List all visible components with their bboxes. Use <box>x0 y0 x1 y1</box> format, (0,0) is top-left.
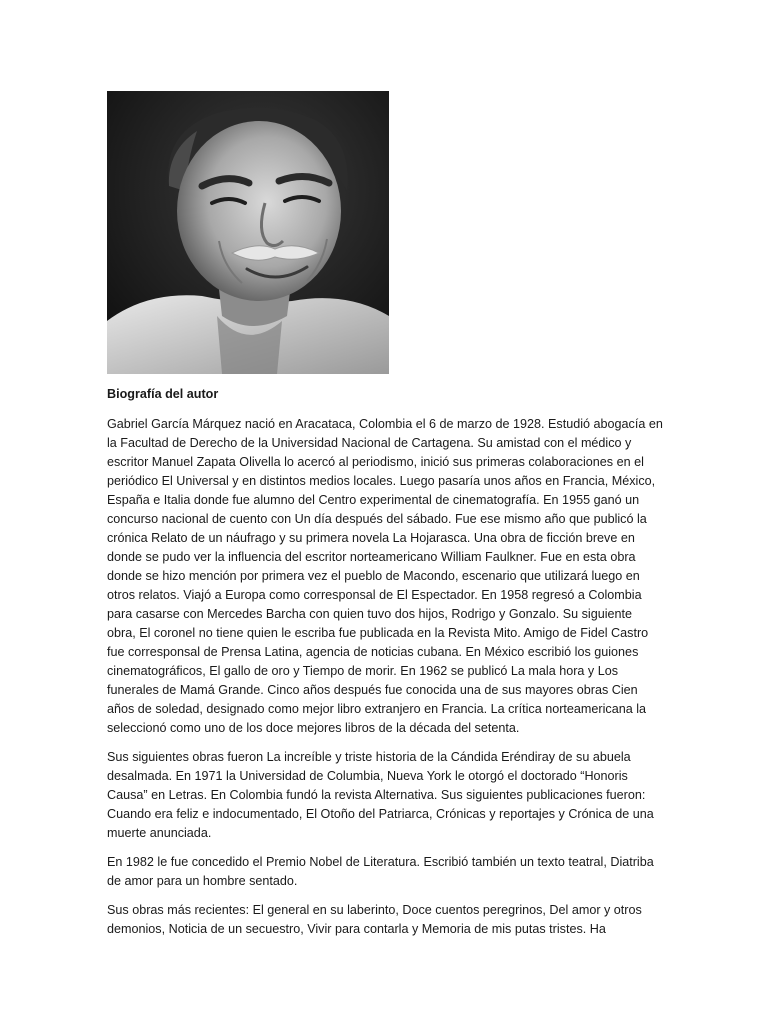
biography-paragraph-4: Sus obras más recientes: El general en su laberinto, Doce cuentos peregrinos, Del amor y otros demonios, Noticia de un secuestro, Vivir para contarla y Memoria de mis putas tristes. Ha <box>107 903 642 936</box>
biography-paragraph-2: Sus siguientes obras fueron La increíble y triste historia de la Cándida Eréndiray de su abuela desalmada. En 1971 la Universidad de Columbia, Nueva York le otorgó el doctorado “Honoris Causa” en Letras. En Colombia fundó la revista Alternativa. Sus siguientes publicaciones fueron: Cuando era feliz e indocumentado, El Otoño del Patriarca, Crónicas y reportajes y Crónica de una muerte anunciada. <box>107 750 654 840</box>
author-portrait-photo <box>107 91 389 374</box>
biography-text <box>107 385 663 949</box>
section-heading: Biografía del autor <box>107 387 219 401</box>
biography-paragraph-1: Gabriel García Márquez nació en Aracataca, Colombia el 6 de marzo de 1928. Estudió abogacía en la Facultad de Derecho de la Universidad Nacional de Cartagena. Su amistad con el médico y escritor Manuel Zapata Olivella lo acercó al periodismo, inició sus primeras colaboraciones en el periódico El Universal y en distintos medios locales. Luego pasaría unos años en Francia, México, España e Italia donde fue alumno del Centro experimental de cinematografía. En 1955 ganó un concurso nacional de cuento con Un día después del sábado. Fue ese mismo año que publicó la crónica Relato de un náufrago y su primera novela La Hojarasca. Una obra de ficción breve en donde se pudo ver la influencia del escritor norteamericano William Faulkner. Fue en esta obra donde se hizo mención por primera vez el pueblo de Macondo, escenario que utilizará luego en otros relatos. Viajó a Europa como corresponsal de El Espectador. En 1958 regresó a Colombia para casarse con Mercedes Barcha con quien tuvo dos hijos, Rodrigo y Gonzalo. Su siguiente obra, El coronel no tiene quien le escriba fue publicada en la Revista Mito. Amigo de Fidel Castro fue corresponsal de Prensa Latina, agencia de noticias cubana. En México escribió los guiones cinematográficos, El gallo de oro y Tiempo de morir. En 1962 se publicó La mala hora y Los funerales de Mamá Grande. Cinco años después fue conocida una de sus mayores obras Cien años de soledad, designado como mejor libro extranjero en Francia. La crítica norteamericana la seleccionó como uno de los doce mejores libros de la década del setenta. <box>107 417 663 735</box>
biography-paragraph-3: En 1982 le fue concedido el Premio Nobel de Literatura. Escribió también un texto teatral, Diatriba de amor para un hombre sentado. <box>107 855 654 888</box>
